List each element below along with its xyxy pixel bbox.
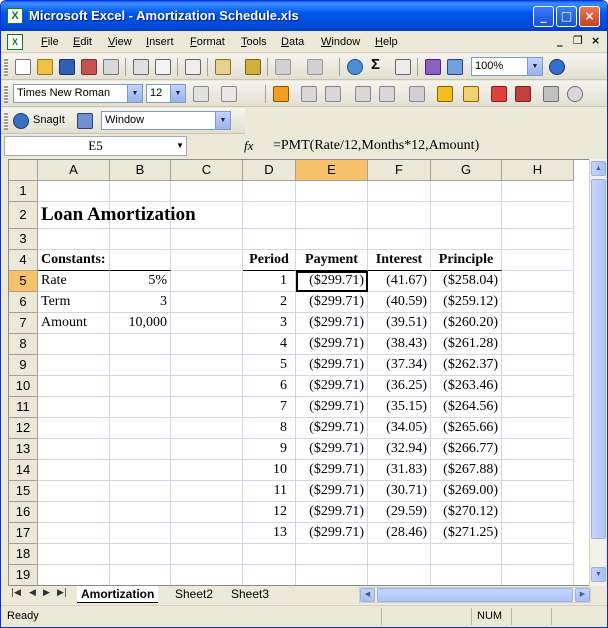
grid-cell[interactable] (110, 181, 171, 202)
row-header-2[interactable]: 2 (9, 202, 38, 229)
schedule-interest-cell[interactable]: (37.34) (368, 355, 431, 376)
grid-cell[interactable] (171, 418, 243, 439)
next-sheet-icon[interactable]: ▶ (43, 588, 50, 598)
redo-icon[interactable] (307, 59, 323, 75)
row-header-1[interactable]: 1 (9, 181, 38, 202)
grid-cell[interactable] (243, 181, 296, 202)
row-header-13[interactable]: 13 (9, 439, 38, 460)
minimize-button[interactable]: _ (533, 6, 554, 27)
schedule-payment-cell[interactable]: ($299.71) (296, 271, 368, 292)
grid-cell[interactable] (431, 181, 502, 202)
column-header-h[interactable]: H (502, 160, 574, 181)
tab-sheet3[interactable]: Sheet3 (231, 587, 270, 601)
schedule-interest-cell[interactable]: (29.59) (368, 502, 431, 523)
menu-window[interactable]: Window (321, 36, 361, 48)
vertical-scroll-thumb[interactable] (591, 179, 606, 539)
schedule-payment-cell[interactable]: ($299.71) (296, 502, 368, 523)
grid-cell[interactable] (110, 418, 171, 439)
schedule-payment-cell[interactable]: ($299.71) (296, 523, 368, 544)
row-header-7[interactable]: 7 (9, 313, 38, 334)
header-period[interactable]: Period (243, 250, 296, 271)
schedule-payment-cell[interactable]: ($299.71) (296, 334, 368, 355)
folder-icon[interactable] (463, 86, 479, 102)
column-header-f[interactable]: F (368, 160, 431, 181)
schedule-principle-cell[interactable]: ($271.25) (431, 523, 502, 544)
schedule-period-cell[interactable]: 13 (243, 523, 296, 544)
grid-cell[interactable] (502, 229, 574, 250)
chart-wizard-icon[interactable] (425, 59, 441, 75)
grid-cell[interactable] (110, 502, 171, 523)
grid-cell[interactable] (502, 271, 574, 292)
grid-cell[interactable] (502, 250, 574, 271)
first-sheet-icon[interactable]: |◀ (11, 588, 21, 598)
undo-icon[interactable] (275, 59, 291, 75)
name-box[interactable] (4, 136, 187, 156)
sort-ascending-icon[interactable] (395, 59, 411, 75)
schedule-period-cell[interactable]: 4 (243, 334, 296, 355)
grid-cell[interactable] (110, 523, 171, 544)
row-header-16[interactable]: 16 (9, 502, 38, 523)
chevron-down-icon[interactable]: ▼ (176, 141, 184, 150)
save-icon[interactable] (59, 59, 75, 75)
grid-cell[interactable] (171, 523, 243, 544)
row-header-9[interactable]: 9 (9, 355, 38, 376)
grid-cell[interactable] (502, 355, 574, 376)
drawing-icon[interactable] (447, 59, 463, 75)
highlight-icon[interactable] (273, 86, 289, 102)
tab-amortization[interactable]: Amortization (77, 586, 158, 603)
schedule-principle-cell[interactable]: ($264.56) (431, 397, 502, 418)
chevron-down-icon[interactable]: ▼ (170, 85, 185, 102)
schedule-principle-cell[interactable]: ($262.37) (431, 355, 502, 376)
schedule-period-cell[interactable]: 6 (243, 376, 296, 397)
grid-cell[interactable] (502, 439, 574, 460)
grid-cell[interactable] (171, 502, 243, 523)
schedule-interest-cell[interactable]: (30.71) (368, 481, 431, 502)
grid-cell[interactable] (502, 313, 574, 334)
schedule-principle-cell[interactable]: ($263.46) (431, 376, 502, 397)
grid-cell[interactable] (502, 502, 574, 523)
header-payment[interactable]: Payment (296, 250, 368, 271)
grid-cell[interactable] (38, 181, 110, 202)
schedule-interest-cell[interactable]: (28.46) (368, 523, 431, 544)
title-bar[interactable] (1, 1, 607, 31)
grid-cell[interactable] (38, 334, 110, 355)
autosum-icon[interactable]: Σ (371, 56, 381, 73)
menu-insert[interactable]: Insert (146, 36, 174, 48)
grid-cell[interactable] (171, 376, 243, 397)
last-sheet-icon[interactable]: ▶| (57, 588, 67, 598)
schedule-payment-cell[interactable]: ($299.71) (296, 460, 368, 481)
schedule-principle-cell[interactable]: ($261.28) (431, 334, 502, 355)
grid-cell[interactable] (296, 181, 368, 202)
row-header-4[interactable]: 4 (9, 250, 38, 271)
grid-cell[interactable] (243, 544, 296, 565)
capture-icon[interactable] (77, 113, 93, 129)
schedule-period-cell[interactable]: 10 (243, 460, 296, 481)
fill-color-icon[interactable] (437, 86, 453, 102)
select-all-corner[interactable] (9, 160, 38, 181)
grid-cell[interactable] (171, 334, 243, 355)
schedule-principle-cell[interactable]: ($259.12) (431, 292, 502, 313)
grid-cell[interactable] (368, 181, 431, 202)
increase-decimal-icon[interactable] (221, 86, 237, 102)
schedule-payment-cell[interactable]: ($299.71) (296, 313, 368, 334)
constant-value-term[interactable]: 3 (110, 292, 171, 313)
row-header-15[interactable]: 15 (9, 481, 38, 502)
grid-cell[interactable] (243, 202, 296, 229)
horizontal-scroll-thumb[interactable] (377, 588, 573, 602)
schedule-interest-cell[interactable]: (34.05) (368, 418, 431, 439)
grid-cell[interactable] (38, 565, 110, 586)
grid-cell[interactable] (171, 292, 243, 313)
row-header-17[interactable]: 17 (9, 523, 38, 544)
status-text: Ready (7, 610, 39, 622)
close-button[interactable]: × (579, 6, 600, 27)
grid-cell[interactable] (431, 565, 502, 586)
menu-format[interactable]: Format (190, 36, 225, 48)
grid-cell[interactable] (171, 229, 243, 250)
font-name-value: Times New Roman (17, 87, 111, 99)
schedule-interest-cell[interactable]: (40.59) (368, 292, 431, 313)
row-header-6[interactable]: 6 (9, 292, 38, 313)
schedule-period-cell[interactable]: 2 (243, 292, 296, 313)
tab-sheet2[interactable]: Sheet2 (175, 587, 214, 601)
schedule-principle-cell[interactable]: ($266.77) (431, 439, 502, 460)
menu-view[interactable]: View (108, 36, 132, 48)
grid-cell[interactable] (502, 202, 574, 229)
name-box-value: E5 (88, 138, 103, 153)
doc-minimize-button[interactable]: _ (557, 34, 563, 47)
grid-cell[interactable] (38, 523, 110, 544)
snagit-button[interactable]: SnagIt (33, 114, 65, 126)
insert-function-icon[interactable]: fx (244, 138, 254, 153)
chevron-down-icon[interactable]: ▼ (215, 112, 230, 129)
schedule-payment-cell[interactable]: ($299.71) (296, 355, 368, 376)
grid-cell[interactable] (368, 565, 431, 586)
grid-cell[interactable] (38, 544, 110, 565)
schedule-payment-cell[interactable]: ($299.71) (296, 376, 368, 397)
constants-header-b[interactable] (110, 250, 171, 271)
grid-cell[interactable] (110, 544, 171, 565)
schedule-period-cell[interactable]: 3 (243, 313, 296, 334)
chevron-down-icon[interactable]: ▼ (127, 85, 142, 102)
row-header-19[interactable]: 19 (9, 565, 38, 586)
grid-cell[interactable] (110, 481, 171, 502)
grid-cell[interactable] (171, 544, 243, 565)
grid-cell[interactable] (368, 229, 431, 250)
grid-cell[interactable] (110, 376, 171, 397)
font-size-select[interactable] (146, 84, 186, 103)
sheet-tab-bar (1, 586, 607, 604)
schedule-period-cell[interactable]: 11 (243, 481, 296, 502)
toolbar-grip[interactable] (4, 58, 8, 76)
menu-help[interactable]: Help (375, 36, 398, 48)
constant-label-amount[interactable]: Amount (38, 313, 110, 334)
column-header-e[interactable]: E (296, 160, 368, 181)
email-icon[interactable] (103, 59, 119, 75)
chevron-down-icon[interactable]: ▼ (527, 58, 542, 75)
print-preview-icon[interactable] (155, 59, 171, 75)
search-icon[interactable] (567, 86, 583, 102)
grid-cell[interactable] (110, 565, 171, 586)
schedule-interest-cell[interactable]: (35.15) (368, 397, 431, 418)
grid-cell[interactable] (431, 229, 502, 250)
schedule-period-cell[interactable]: 1 (243, 271, 296, 292)
grid-cell[interactable] (171, 565, 243, 586)
schedule-payment-cell[interactable]: ($299.71) (296, 292, 368, 313)
row-header-12[interactable]: 12 (9, 418, 38, 439)
menu-file[interactable]: File (41, 36, 59, 48)
schedule-period-cell[interactable]: 9 (243, 439, 296, 460)
grid-cell[interactable] (171, 397, 243, 418)
unmerge-icon[interactable] (379, 86, 395, 102)
prev-sheet-icon[interactable]: ◀ (29, 588, 36, 598)
grid-cell[interactable] (502, 565, 574, 586)
schedule-interest-cell[interactable]: (32.94) (368, 439, 431, 460)
permission-icon[interactable] (81, 59, 97, 75)
grid-cell[interactable] (502, 460, 574, 481)
grid-cell[interactable] (171, 481, 243, 502)
schedule-period-cell[interactable]: 5 (243, 355, 296, 376)
schedule-payment-cell[interactable]: ($299.71) (296, 481, 368, 502)
research-icon[interactable] (185, 59, 201, 75)
grid-cell[interactable] (502, 544, 574, 565)
grid-cell[interactable] (502, 376, 574, 397)
borders-icon[interactable] (409, 86, 425, 102)
schedule-principle-cell[interactable]: ($258.04) (431, 271, 502, 292)
zoom-value: 100% (475, 60, 504, 72)
schedule-payment-cell[interactable]: ($299.71) (296, 439, 368, 460)
schedule-principle-cell[interactable]: ($270.12) (431, 502, 502, 523)
grid-cell[interactable] (110, 229, 171, 250)
menu-edit[interactable]: Edit (73, 36, 92, 48)
standard-toolbar (1, 54, 607, 80)
row-header-18[interactable]: 18 (9, 544, 38, 565)
help-icon[interactable] (549, 59, 565, 75)
scroll-up-icon[interactable]: ▲ (591, 161, 606, 176)
grid-cell[interactable] (502, 523, 574, 544)
constant-value-amount[interactable]: 10,000 (110, 313, 171, 334)
column-header-c[interactable]: C (171, 160, 243, 181)
grid-cell[interactable] (171, 460, 243, 481)
grid-cell[interactable] (38, 460, 110, 481)
doc-close-button[interactable]: × (591, 34, 601, 47)
scroll-down-icon[interactable]: ▼ (591, 567, 606, 582)
doc-restore-button[interactable]: ❐ (573, 34, 583, 47)
grid-cell[interactable] (368, 202, 431, 229)
maximize-button[interactable]: □ (556, 6, 577, 27)
scroll-right-icon[interactable]: ▶ (575, 588, 590, 602)
schedule-interest-cell[interactable]: (39.51) (368, 313, 431, 334)
constant-label-term[interactable]: Term (38, 292, 110, 313)
grid-cell[interactable] (171, 313, 243, 334)
hyperlink-icon[interactable] (347, 59, 363, 75)
snagit-window-value: Window (105, 114, 145, 126)
grid-cell[interactable] (296, 565, 368, 586)
constants-header[interactable]: Constants: (38, 250, 110, 271)
grid-cell[interactable] (38, 502, 110, 523)
schedule-period-cell[interactable]: 7 (243, 397, 296, 418)
paste-icon[interactable] (215, 59, 231, 75)
header-interest[interactable]: Interest (368, 250, 431, 271)
schedule-principle-cell[interactable]: ($265.66) (431, 418, 502, 439)
grid-cell[interactable] (243, 229, 296, 250)
num-lock-indicator: NUM (477, 610, 503, 622)
toolbar-grip[interactable] (4, 112, 8, 130)
print-icon[interactable] (133, 59, 149, 75)
grid-cell[interactable] (38, 481, 110, 502)
grid-cell[interactable] (502, 481, 574, 502)
grid-cell[interactable] (171, 439, 243, 460)
grid-cell[interactable] (38, 397, 110, 418)
snagit-toolbar (1, 108, 245, 134)
schedule-interest-cell[interactable]: (38.43) (368, 334, 431, 355)
worksheet-grid[interactable] (8, 159, 598, 586)
increase-indent-icon[interactable] (325, 86, 341, 102)
snagit-window-select[interactable] (101, 111, 231, 130)
column-header-a[interactable]: A (38, 160, 110, 181)
schedule-payment-cell[interactable]: ($299.71) (296, 418, 368, 439)
schedule-principle-cell[interactable]: ($269.00) (431, 481, 502, 502)
schedule-principle-cell[interactable]: ($267.88) (431, 460, 502, 481)
grid-cell[interactable] (38, 355, 110, 376)
open-icon[interactable] (37, 59, 53, 75)
grid-cell[interactable] (368, 544, 431, 565)
window-title: Microsoft Excel - Amortization Schedule.xls (29, 8, 299, 23)
schedule-period-cell[interactable]: 8 (243, 418, 296, 439)
grid-cell[interactable] (296, 544, 368, 565)
column-header-g[interactable]: G (431, 160, 502, 181)
row-header-11[interactable]: 11 (9, 397, 38, 418)
grid-cell[interactable] (171, 355, 243, 376)
schedule-period-cell[interactable]: 12 (243, 502, 296, 523)
grid-cell[interactable] (502, 334, 574, 355)
row-header-10[interactable]: 10 (9, 376, 38, 397)
grid-cell[interactable] (110, 334, 171, 355)
font-name-select[interactable] (13, 84, 143, 103)
new-icon[interactable] (15, 59, 31, 75)
zoom-select[interactable] (471, 57, 543, 76)
grid-cell[interactable] (431, 202, 502, 229)
grid-cell[interactable] (110, 439, 171, 460)
script-icon[interactable] (543, 86, 559, 102)
grid-cell[interactable] (171, 250, 243, 271)
grid-cell[interactable] (110, 397, 171, 418)
grid-cell[interactable] (38, 439, 110, 460)
scroll-left-icon[interactable]: ◀ (360, 588, 375, 602)
formula-bar (1, 135, 607, 157)
menu-bar (1, 31, 607, 53)
pivot-icon[interactable] (491, 86, 507, 102)
menu-tools[interactable]: Tools (241, 36, 267, 48)
snagit-icon[interactable] (13, 113, 29, 129)
schedule-interest-cell[interactable]: (31.83) (368, 460, 431, 481)
grid-cell[interactable] (38, 418, 110, 439)
column-header-b[interactable]: B (110, 160, 171, 181)
toolbar-grip[interactable] (4, 85, 8, 103)
grid-cell[interactable] (171, 181, 243, 202)
horizontal-scrollbar[interactable] (359, 587, 591, 603)
menu-data[interactable]: Data (281, 36, 305, 48)
grid-cell[interactable] (502, 292, 574, 313)
excel-app-icon[interactable]: X (7, 8, 23, 24)
grid-cell[interactable] (502, 181, 574, 202)
formula-input[interactable]: =PMT(Rate/12,Months*12,Amount) (273, 138, 480, 153)
vertical-scrollbar[interactable] (589, 159, 606, 586)
grid-cell[interactable] (38, 376, 110, 397)
grid-cell[interactable] (110, 460, 171, 481)
align-center-icon[interactable] (193, 86, 209, 102)
schedule-interest-cell[interactable]: (41.67) (368, 271, 431, 292)
row-header-3[interactable]: 3 (9, 229, 38, 250)
grid-cell[interactable] (502, 397, 574, 418)
schedule-payment-cell[interactable]: ($299.71) (296, 397, 368, 418)
format-painter-icon[interactable] (245, 59, 261, 75)
constant-value-rate[interactable]: 5% (110, 271, 171, 292)
header-principle[interactable]: Principle (431, 250, 502, 271)
row-header-14[interactable]: 14 (9, 460, 38, 481)
grid-cell[interactable] (431, 544, 502, 565)
grid-cell[interactable] (296, 229, 368, 250)
constant-label-rate[interactable]: Rate (38, 271, 110, 292)
status-bar (1, 605, 607, 627)
grid-cell[interactable] (110, 355, 171, 376)
workbook-icon[interactable]: X (7, 34, 23, 50)
grid-cell[interactable] (243, 565, 296, 586)
grid-cell[interactable] (38, 229, 110, 250)
sheet-title[interactable]: Loan Amortization (41, 204, 196, 225)
merge-icon[interactable] (355, 86, 371, 102)
column-header-d[interactable]: D (243, 160, 296, 181)
schedule-principle-cell[interactable]: ($260.20) (431, 313, 502, 334)
decrease-indent-icon[interactable] (301, 86, 317, 102)
row-header-5[interactable]: 5 (9, 271, 38, 292)
font-size-value: 12 (150, 87, 163, 99)
grid-cell[interactable] (296, 202, 368, 229)
schedule-interest-cell[interactable]: (36.25) (368, 376, 431, 397)
grid-cell[interactable] (502, 418, 574, 439)
row-header-8[interactable]: 8 (9, 334, 38, 355)
grid-cell[interactable] (171, 271, 243, 292)
formatting-toolbar (1, 81, 607, 107)
table-icon[interactable] (515, 86, 531, 102)
